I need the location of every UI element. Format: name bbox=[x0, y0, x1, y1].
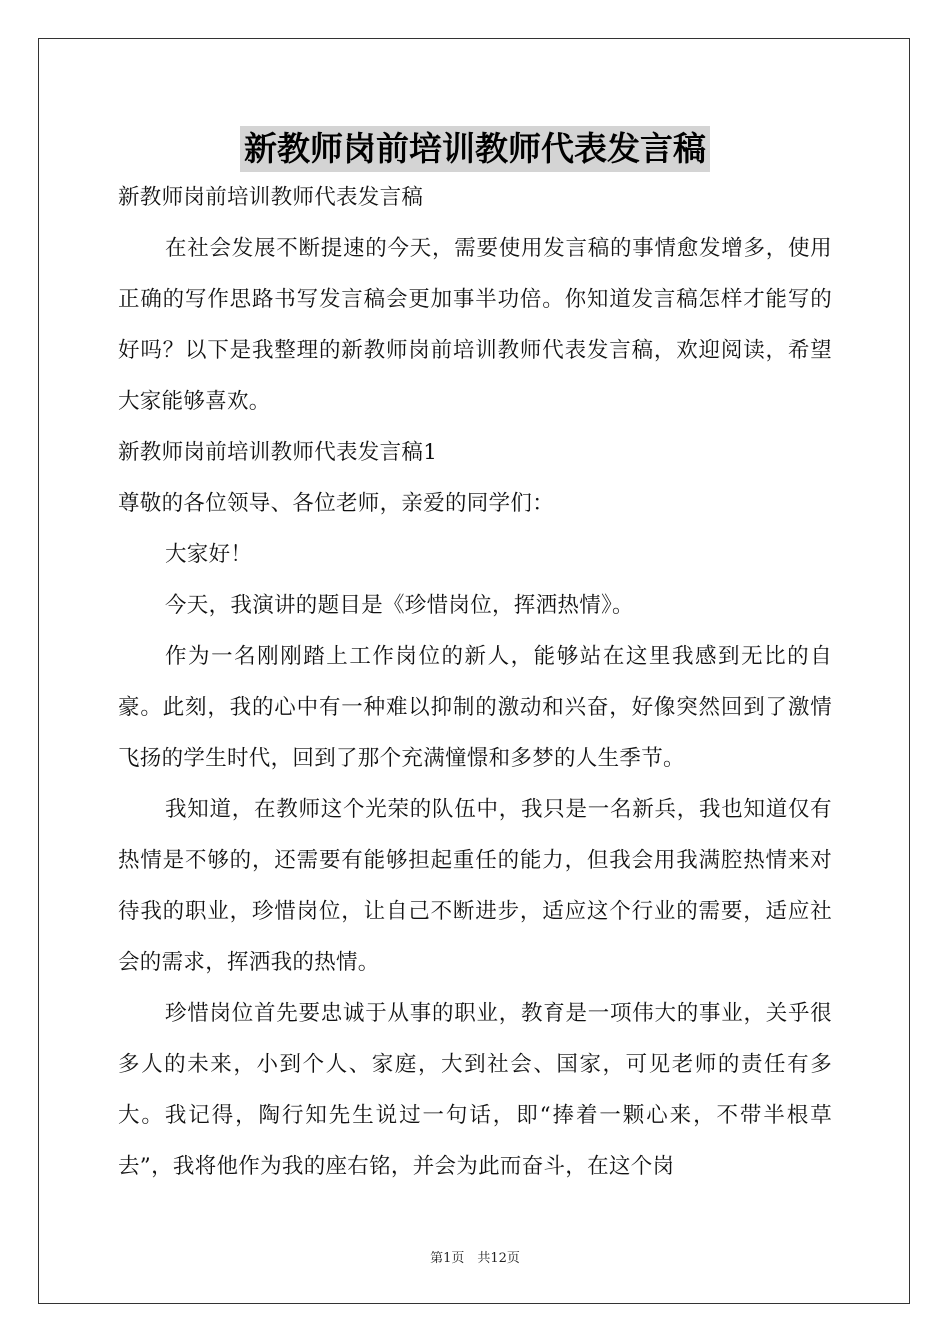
paragraph-subtitle: 新教师岗前培训教师代表发言稿 bbox=[118, 185, 424, 210]
paragraph-body: 珍惜岗位首先要忠诚于从事的职业，教育是一项伟大的事业，关乎很多人的未来，小到个人、家庭，大到社会、国家，可见老师的责任有多大。我记得，陶行知先生说过一句话，即“捧着一颗心来，不带半根草去”，我将他作为我的座右铭，并会为此而奋斗，在这个岗 bbox=[118, 1001, 832, 1179]
paragraph-greeting: 大家好！ bbox=[165, 542, 253, 567]
paragraph-body: 作为一名刚刚踏上工作岗位的新人，能够站在这里我感到无比的自豪。此刻，我的心中有一种难以抑制的激动和兴奋，好像突然回到了激情飞扬的学生时代，回到了那个充满憧憬和多梦的人生季节。 bbox=[118, 644, 832, 771]
paragraph-salutation: 尊敬的各位领导、各位老师，亲爱的同学们： bbox=[118, 491, 555, 516]
document-title: 新教师岗前培训教师代表发言稿 bbox=[240, 126, 710, 172]
paragraph-intro: 在社会发展不断提速的今天，需要使用发言稿的事情愈发增多，使用正确的写作思路书写发言稿会更加事半功倍。你知道发言稿怎样才能写的好吗？以下是我整理的新教师岗前培训教师代表发言稿，欢迎阅读，希望大家能够喜欢。 bbox=[118, 236, 832, 414]
document-body bbox=[118, 172, 832, 1192]
paragraph-topic: 今天，我演讲的题目是《珍惜岗位，挥洒热情》。 bbox=[165, 593, 634, 618]
page-number-footer: 第1页 共12页 bbox=[430, 1251, 520, 1266]
paragraph-body: 我知道，在教师这个光荣的队伍中，我只是一名新兵，我也知道仅有热情是不够的，还需要有能够担起重任的能力，但我会用我满腔热情来对待我的职业，珍惜岗位，让自己不断进步，适应这个行业的需要，适应社会的需求，挥洒我的热情。 bbox=[118, 797, 832, 975]
paragraph-section-heading: 新教师岗前培训教师代表发言稿1 bbox=[118, 440, 438, 465]
title-container bbox=[0, 126, 950, 172]
